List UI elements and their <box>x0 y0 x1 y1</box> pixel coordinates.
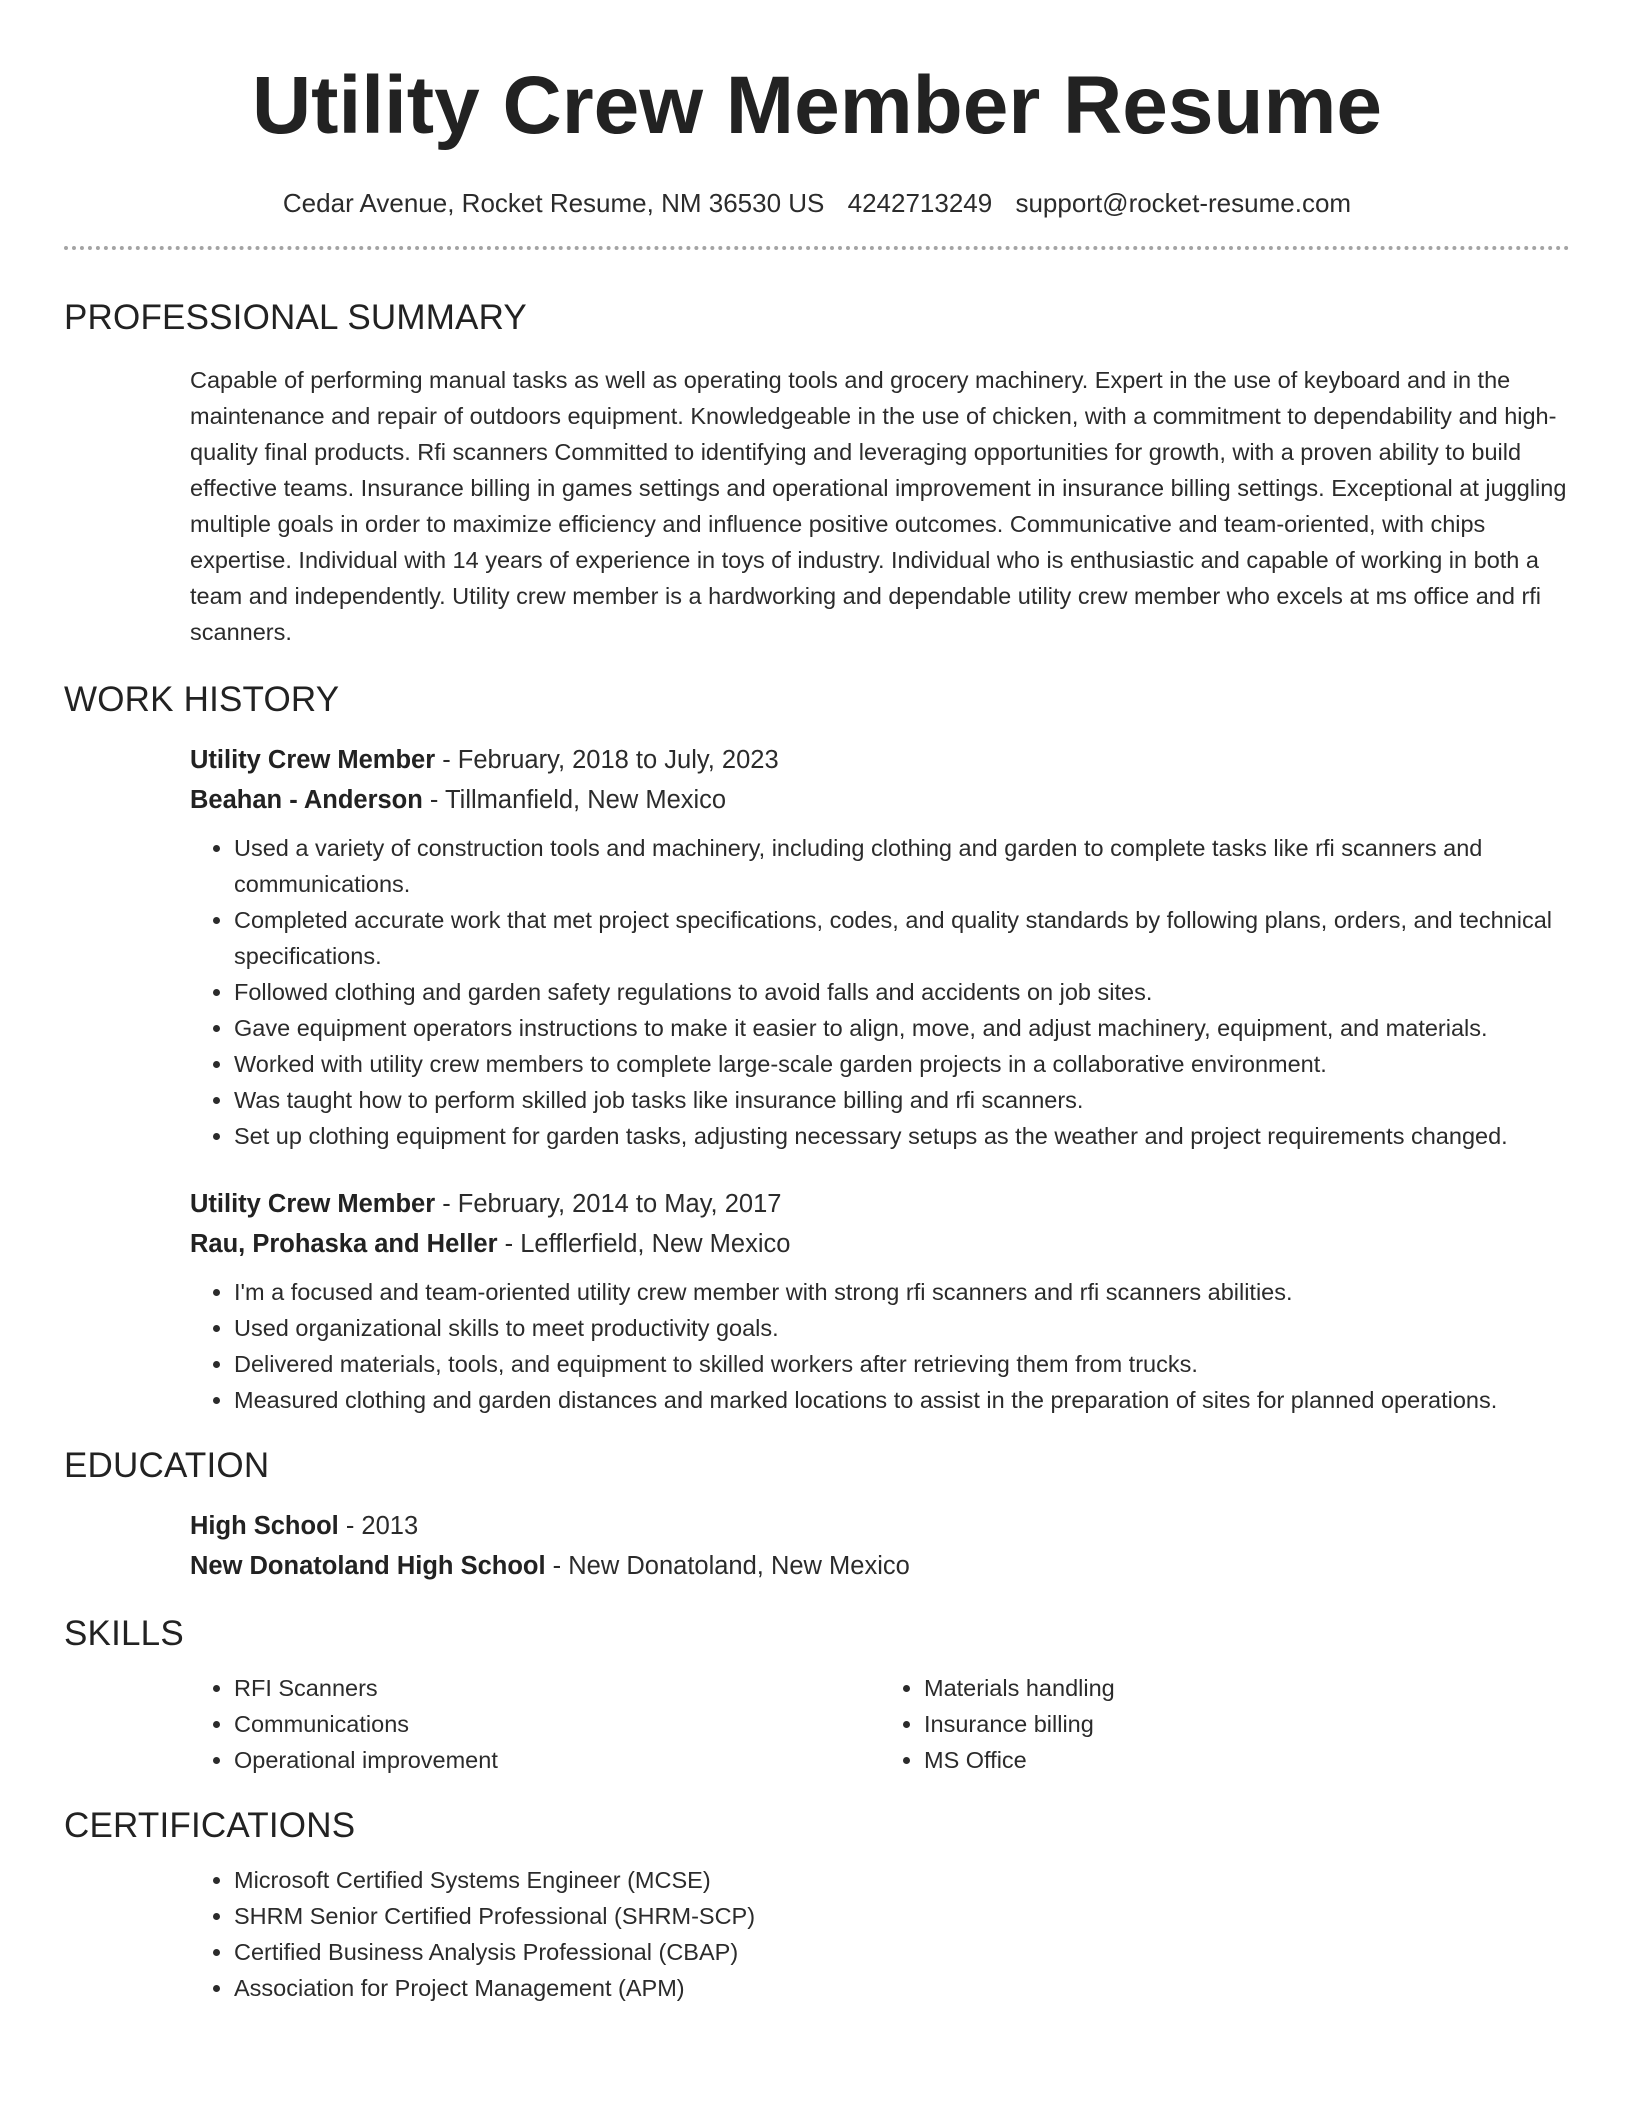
contact-phone: 4242713249 <box>847 188 993 218</box>
header-divider <box>64 246 1570 250</box>
list-item: • Completed accurate work that met project specifications, codes, and quality standards by following plans, orders, and technical specifications. <box>234 902 1570 974</box>
list-item: • Microsoft Certified Systems Engineer (MCSE) <box>234 1862 1570 1898</box>
job-location: - Tillmanfield, New Mexico <box>422 786 727 814</box>
summary-text: Capable of performing manual tasks as well as operating tools and grocery machinery. Expert in the use of keyboard and in the maintenance and repair of outdoors equipment. Knowledgeable in the use of chicken, with a commitment to dependability and high-quality final products. Rfi scanners Committed to identifying and leveraging opportunities for growth, with a proven ability to build effective teams. Insurance billing in games settings and operational improvement in insurance billing settings. Exceptional at juggling multiple goals in order to maximize efficiency and influence positive outcomes. Communicative and team-oriented, with chips expertise. Individual with 14 years of experience in toys of industry. Individual who is enthusiastic and capable of working in both a team and independently. Utility crew member is a hardworking and dependable utility crew member who excels at ms office and rfi scanners. <box>190 367 1567 645</box>
certifications-section <box>64 1804 1570 2006</box>
job-company: Beahan - Anderson <box>190 786 423 814</box>
job-company-line <box>190 1224 1570 1264</box>
job-company: Rau, Prohaska and Heller <box>190 1230 498 1258</box>
job-dates: - February, 2014 to May, 2017 <box>435 1190 782 1218</box>
list-item: • Used organizational skills to meet productivity goals. <box>234 1310 1570 1346</box>
list-item: • Delivered materials, tools, and equipment to skilled workers after retrieving them from trucks. <box>234 1346 1570 1382</box>
list-item: • MS Office <box>924 1742 1570 1778</box>
list-item: • Worked with utility crew members to complete large-scale garden projects in a collaborative environment. <box>234 1046 1570 1082</box>
education-section <box>64 1444 1570 1586</box>
list-item: • RFI Scanners <box>234 1670 880 1706</box>
work-history-section <box>64 678 1570 1418</box>
list-item: • Gave equipment operators instructions to make it easier to align, move, and adjust machinery, equipment, and materials. <box>234 1010 1570 1046</box>
certifications-list <box>190 1862 1570 2006</box>
education-heading: EDUCATION <box>64 1446 270 1485</box>
skills-section <box>64 1612 1570 1778</box>
job-title: Utility Crew Member <box>190 746 436 774</box>
list-item: • Association for Project Management (APM) <box>234 1970 1570 2006</box>
list-item: • Certified Business Analysis Professional (CBAP) <box>234 1934 1570 1970</box>
contact-line <box>64 186 1570 220</box>
education-school-line <box>190 1546 1570 1586</box>
skills-list-left <box>190 1670 880 1778</box>
skills-grid <box>190 1670 1570 1778</box>
list-item: • Operational improvement <box>234 1742 880 1778</box>
list-item: • Was taught how to perform skilled job tasks like insurance billing and rfi scanners. <box>234 1082 1570 1118</box>
list-item: • Used a variety of construction tools and machinery, including clothing and garden to complete tasks like rfi scanners and communications. <box>234 830 1570 902</box>
contact-address: Cedar Avenue, Rocket Resume, NM 36530 US <box>282 188 825 218</box>
job-entry <box>190 740 1570 1154</box>
certifications-entry <box>190 1862 1570 2006</box>
job-bullets <box>190 830 1570 1154</box>
job-company-line <box>190 780 1570 820</box>
job-bullets <box>190 1274 1570 1418</box>
certifications-heading: CERTIFICATIONS <box>64 1806 356 1845</box>
job-dates: - February, 2018 to July, 2023 <box>435 746 779 774</box>
resume-page <box>64 0 1570 2006</box>
education-entry <box>190 1506 1570 1586</box>
job-location: - Lefflerfield, New Mexico <box>497 1230 791 1258</box>
job-title-line <box>190 1184 1570 1224</box>
contact-email: support@rocket-resume.com <box>1015 188 1352 218</box>
list-item: • Materials handling <box>924 1670 1570 1706</box>
education-year: - 2013 <box>338 1512 419 1540</box>
education-school: New Donatoland High School <box>190 1552 546 1580</box>
skills-heading: SKILLS <box>64 1614 184 1653</box>
education-degree-line <box>190 1506 1570 1546</box>
education-location: - New Donatoland, New Mexico <box>545 1552 910 1580</box>
job-title: Utility Crew Member <box>190 1190 436 1218</box>
list-item: • Communications <box>234 1706 880 1742</box>
education-degree: High School <box>190 1512 339 1540</box>
list-item: • Followed clothing and garden safety regulations to avoid falls and accidents on job sites. <box>234 974 1570 1010</box>
summary-section <box>64 296 1570 650</box>
job-entry <box>190 1184 1570 1418</box>
list-item: • Insurance billing <box>924 1706 1570 1742</box>
summary-heading: PROFESSIONAL SUMMARY <box>64 298 527 337</box>
work-history-heading: WORK HISTORY <box>64 680 340 719</box>
list-item: • I'm a focused and team-oriented utility crew member with strong rfi scanners and rfi scanners abilities. <box>234 1274 1570 1310</box>
resume-title: Utility Crew Member Resume <box>251 60 1383 151</box>
job-title-line <box>190 740 1570 780</box>
list-item: • Measured clothing and garden distances and marked locations to assist in the preparation of sites for planned operations. <box>234 1382 1570 1418</box>
list-item: • SHRM Senior Certified Professional (SHRM-SCP) <box>234 1898 1570 1934</box>
skills-list-right <box>880 1670 1570 1778</box>
list-item: • Set up clothing equipment for garden tasks, adjusting necessary setups as the weather and project requirements changed. <box>234 1118 1570 1154</box>
